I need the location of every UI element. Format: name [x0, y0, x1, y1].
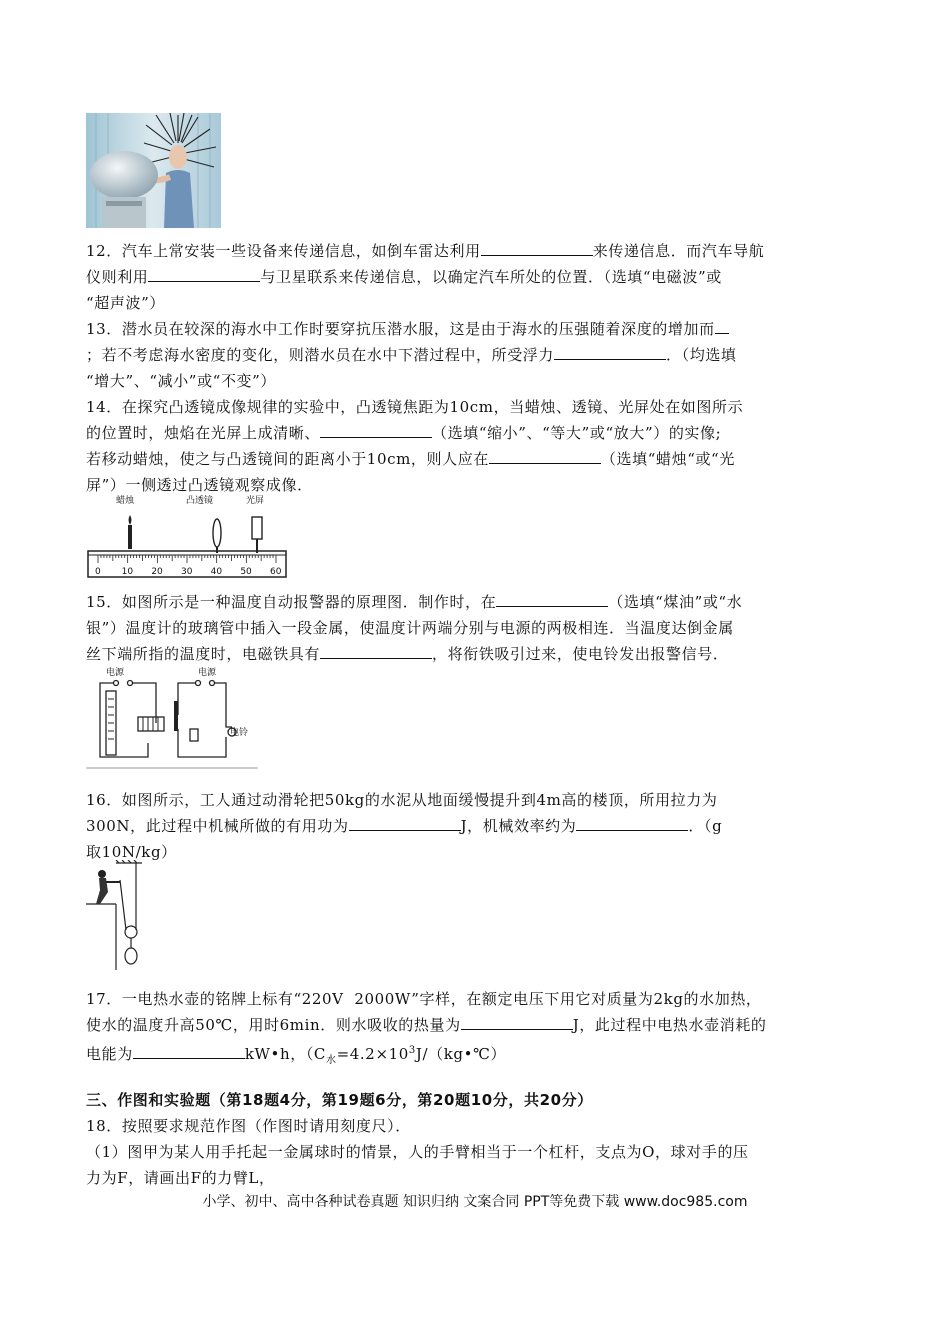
q18-line-3: 力为F，请画出F的力臂L，	[86, 1169, 275, 1187]
q17-line-2: 使水的温度升高50℃，用时6min．则水吸收的热量为 J，此过程中电热水壶消耗的	[86, 1012, 767, 1038]
q15-line-2: 银”）温度计的玻璃管中插入一段金属，使温度计两端分别与电源的两极相连．当温度达倒金属	[86, 619, 734, 637]
q14-line-4: 屏”）一侧透过凸透镜观察成像．	[86, 476, 313, 494]
bell-label: 电铃	[230, 728, 249, 738]
q15-line-1: 15．如图所示是一种温度自动报警器的原理图．制作时，在 （选填“煤油”或“水	[86, 589, 742, 615]
van-de-graaff-photo	[86, 113, 221, 228]
q12-line-3: “超声波”）	[86, 294, 165, 312]
q18-line-1: 18．按照要求规范作图（作图时请用刻度尺）．	[86, 1117, 411, 1135]
q16-line-2: 300N，此过程中机械所做的有用功为 J，机械效率约为 ．（g	[86, 813, 722, 839]
pulley-wheel-icon	[125, 926, 137, 938]
q12-line-2: 仪则利用 与卫星联系来传递信息，以确定汽车所处的位置．（选填“电磁波”或	[86, 264, 722, 290]
power-label-2: 电源	[198, 668, 217, 678]
q15-blank-1	[496, 589, 608, 607]
ruler-tick-label: 0	[95, 567, 101, 577]
section-3-heading: 三、作图和实验题（第18题4分，第19题6分，第20题10分，共20分）	[86, 1091, 593, 1109]
candle-icon	[128, 525, 132, 549]
q13-line-3: “增大”、“减小”或“不变”）	[86, 372, 277, 390]
ruler-tick-label: 50	[240, 567, 252, 577]
pulley-worker-figure	[86, 860, 144, 972]
q12-line-1: 12．汽车上常安装一些设备来传递信息，如倒车雷达利用 来传递信息．而汽车导航	[86, 238, 764, 264]
q13-line-2: ；若不考虑海水密度的变化，则潜水员在水中下潜过程中，所受浮力 ．（均选填	[86, 342, 737, 368]
lens-label: 凸透镜	[186, 496, 214, 506]
q14-blank-2	[489, 446, 601, 464]
q16-line-1: 16．如图所示，工人通过动滑轮把50kg的水泥从地面缓慢提升到4m高的楼顶，所用拉力为	[86, 791, 718, 809]
ruler-tick-label: 60	[270, 567, 282, 577]
electromagnet-icon	[138, 717, 164, 731]
temperature-alarm-figure	[86, 665, 258, 770]
page-footer: 小学、初中、高中各种试卷真题 知识归纳 文案合同 PPT等免费下载 www.doc985.com	[202, 1194, 748, 1210]
screen-label: 光屏	[246, 496, 265, 506]
q14-line-1: 14．在探究凸透镜成像规律的实验中，凸透镜焦距为10cm，当蜡烛、透镜、光屏处在如图所示	[86, 398, 744, 416]
q17-blank-1	[461, 1012, 573, 1030]
q17-line-3: 电能为 kW•h，（$C_水=4.2\times 10^3J/(kg•℃)$	[86, 1038, 506, 1074]
q15-blank-2	[320, 641, 432, 659]
ruler-tick-label: 40	[210, 567, 223, 577]
q12-blank-1	[481, 238, 593, 256]
q13-blank-2	[554, 342, 666, 360]
q12-blank-2	[148, 264, 260, 282]
q17-line-1: 17．一电热水壶的铭牌上标有“220V 2000W”字样，在额定电压下用它对质量为2kg的水加热，	[86, 990, 762, 1008]
optical-bench-figure	[86, 495, 288, 583]
q14-blank-1	[320, 420, 432, 438]
candle-label: 蜡烛	[116, 496, 135, 506]
q16-blank-2	[576, 813, 688, 831]
q14-line-3: 若移动蜡烛，使之与凸透镜间的距离小于10cm，则人应在 （选填“蜡烛“或“光	[86, 446, 735, 472]
power-label-1: 电源	[106, 668, 125, 678]
q17-blank-2	[133, 1041, 245, 1059]
convex-lens-icon	[213, 519, 221, 547]
q14-line-2: 的位置时，烛焰在光屏上成清晰、 （选填“缩小”、“等大”或“放大”）的实像;	[86, 420, 721, 446]
q18-line-2: （1）图甲为某人用手托起一金属球时的情景，人的手臂相当于一个杠杆，支点为O，球对手的压	[86, 1143, 749, 1161]
q16-blank-1	[349, 813, 461, 831]
q15-line-3: 丝下端所指的温度时，电磁铁具有 ，将衔铁吸引过来，使电铃发出报警信号．	[86, 641, 728, 667]
ruler-tick-label: 20	[151, 567, 163, 577]
q16-line-3: 取10N/kg）	[86, 843, 177, 861]
ruler-tick-label: 30	[181, 567, 193, 577]
q13-line-1: 13．潜水员在较深的海水中工作时要穿抗压潜水服，这是由于海水的压强随着深度的增加而	[86, 316, 729, 342]
ruler-tick-label: 10	[121, 567, 134, 577]
q13-blank-1	[715, 316, 729, 334]
light-screen-icon	[252, 517, 262, 539]
